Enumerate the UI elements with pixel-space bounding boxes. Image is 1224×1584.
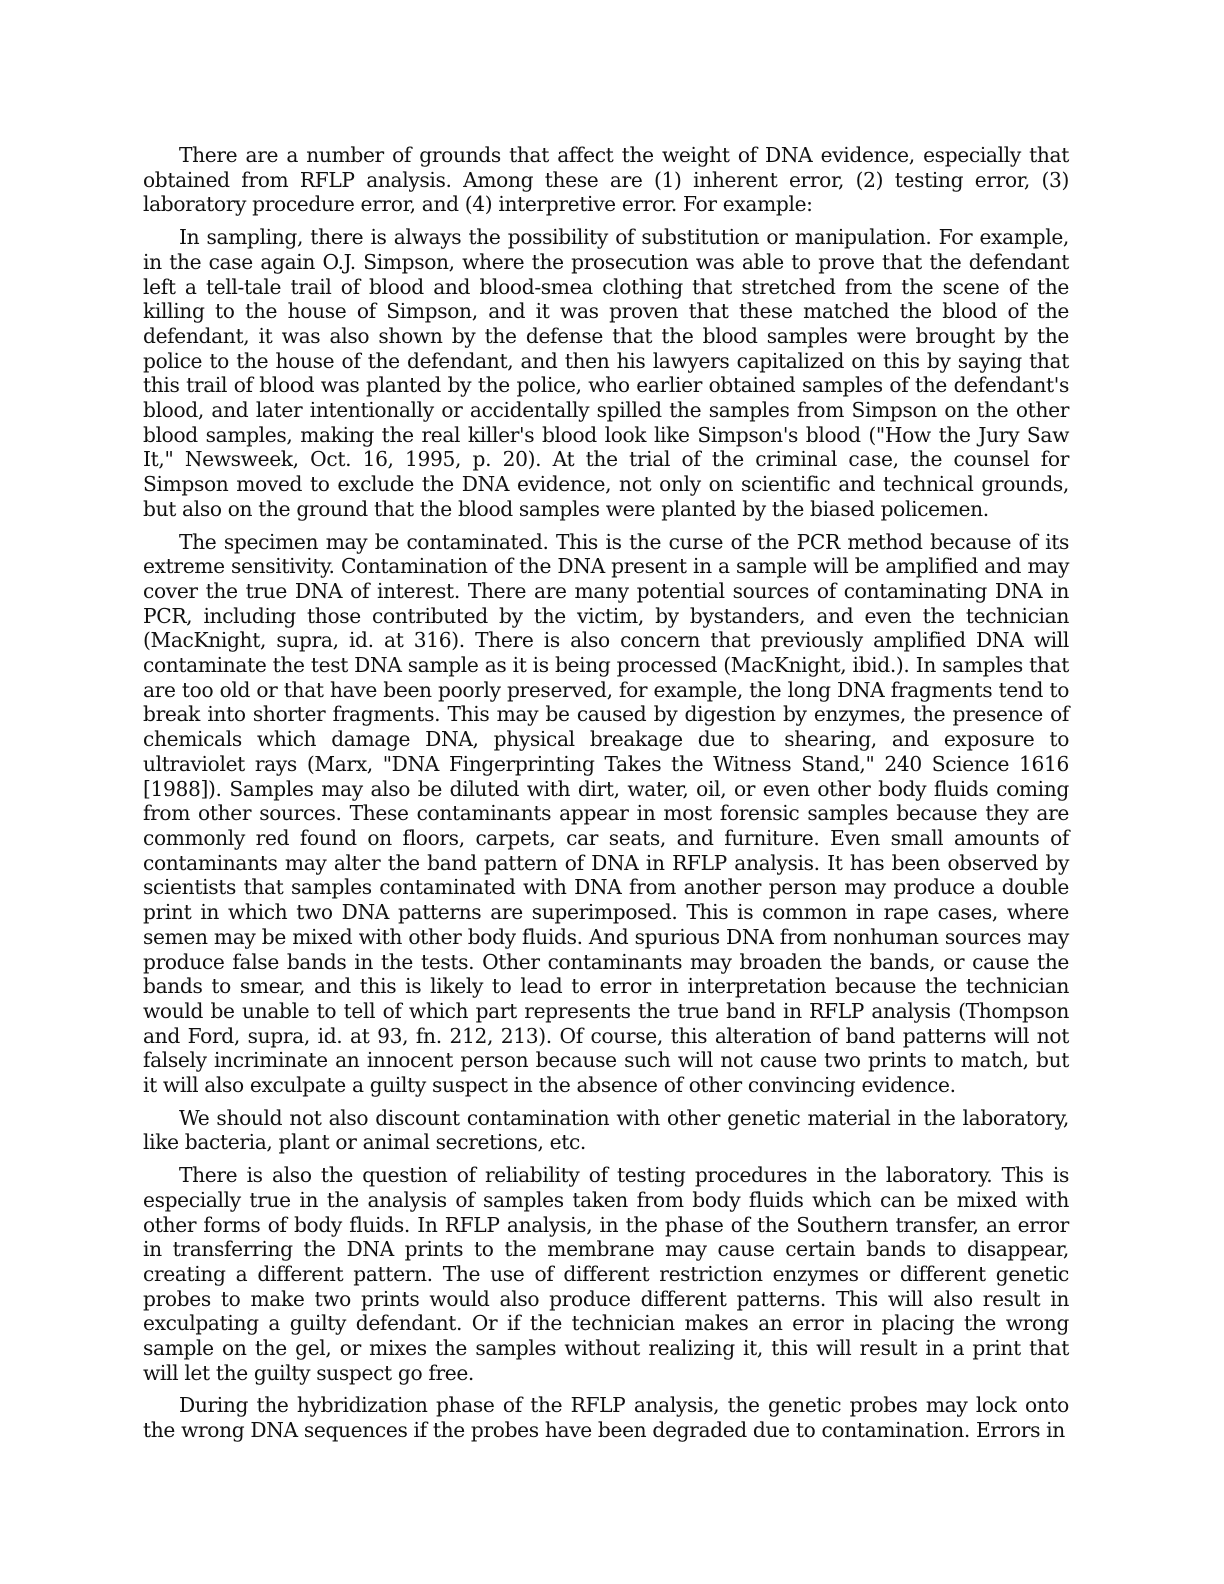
paragraph-genetic-material: We should not also discount contamination with other genetic material in the laboratory, like bacteria, plant or animal secretions, etc. xyxy=(143,1105,1069,1155)
document-page xyxy=(143,143,1069,1451)
paragraph-contamination: The specimen may be contaminated. This is the curse of the PCR method because of its extreme sensitivity. Contamination of the DNA present in a sample will be amplified and may cover the true DNA of interest. There are many potential sources of contaminating DNA in PCR, including those contributed by the victim, by bystanders, and even the technician (MacKnight, supra, id. at 316). There is also concern that previously amplified DNA will contaminate the test DNA sample as it is being processed (MacKnight, ibid.). In samples that are too old or that have been poorly preserved, for example, the long DNA fragments tend to break into shorter fragments. This may be caused by digestion by enzymes, the presence of chemicals which damage DNA, physical breakage due to shearing, and exposure to ultraviolet rays (Marx, "DNA Fingerprinting Takes the Witness Stand," 240 Science 1616 [1988]). Samples may also be diluted with dirt, water, oil, or even other body fluids coming from other sources. These contaminants appear in most forensic samples because they are commonly red found on floors, carpets, car seats, and furniture. Even small amounts of contaminants may alter the band pattern of DNA in RFLP analysis. It has been observed by scientists that samples contaminated with DNA from another person may produce a double print in which two DNA patterns are superimposed. This is common in rape cases, where semen may be mixed with other body fluids. And spurious DNA from nonhuman sources may produce false bands in the tests. Other contaminants may broaden the bands, or cause the bands to smear, and this is likely to lead to error in interpretation because the technician would be unable to tell of which part represents the true band in RFLP analysis (Thompson and Ford, supra, id. at 93, fn. 212, 213). Of course, this alteration of band patterns will not falsely incriminate an innocent person because such will not cause two prints to match, but it will also exculpate a guilty suspect in the absence of other convincing evidence. xyxy=(143,529,1069,1098)
paragraph-testing-procedures: There is also the question of reliability of testing procedures in the laboratory. This is especially true in the analysis of samples taken from body fluids which can be mixed with other forms of body fluids. In RFLP analysis, in the phase of the Southern transfer, an error in transferring the DNA prints to the membrane may cause certain bands to disappear, creating a different pattern. The use of different restriction enzymes or different genetic probes to make two prints would also produce different patterns. This will also result in exculpating a guilty defendant. Or if the technician makes an error in placing the wrong sample on the gel, or mixes the samples without realizing it, this will result in a print that will let the guilty suspect go free. xyxy=(143,1163,1069,1385)
paragraph-sampling: In sampling, there is always the possibility of substitution or manipulation. For example, in the case again O.J. Simpson, where the prosecution was able to prove that the defendant left a tell-tale trail of blood and blood-smea clothing that stretched from the scene of the killing to the house of Simpson, and it was proven that these matched the blood of the defendant, it was also shown by the defense that the blood samples were brought by the police to the house of the defendant, and then his lawyers capitalized on this by saying that this trail of blood was planted by the police, who earlier obtained samples of the defendant's blood, and later intentionally or accidentally spilled the samples from Simpson on the other blood samples, making the real killer's blood look like Simpson's blood ("How the Jury Saw It," Newsweek, Oct. 16, 1995, p. 20). At the trial of the criminal case, the counsel for Simpson moved to exclude the DNA evidence, not only on scientific and technical grounds, but also on the ground that the blood samples were planted by the biased policemen. xyxy=(143,225,1069,521)
paragraph-grounds: There are a number of grounds that affect the weight of DNA evidence, especially that obtained from RFLP analysis. Among these are (1) inherent error, (2) testing error, (3) laboratory procedure error, and (4) interpretive error. For example: xyxy=(143,143,1069,217)
paragraph-hybridization: During the hybridization phase of the RFLP analysis, the genetic probes may lock onto the wrong DNA sequences if the probes have been degraded due to contamination. Errors in xyxy=(143,1393,1069,1443)
